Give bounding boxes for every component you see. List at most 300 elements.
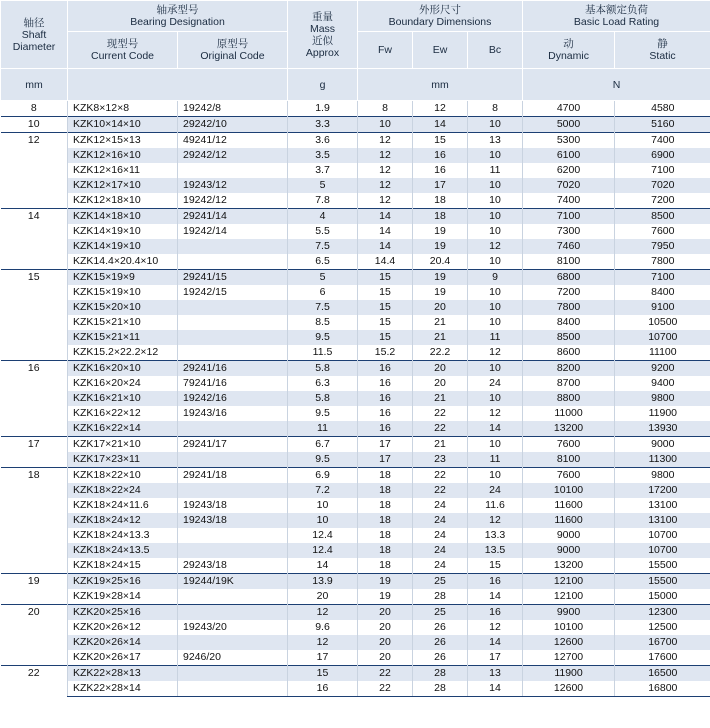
fw-cell: 18 — [358, 498, 413, 513]
dynamic-load-cell: 5000 — [523, 117, 615, 133]
dynamic-load-cell: 7300 — [523, 224, 615, 239]
fw-cell: 14.4 — [358, 254, 413, 270]
current-code-cell: KZK14.4×20.4×10 — [68, 254, 178, 270]
dynamic-load-cell: 9900 — [523, 605, 615, 621]
ew-cell: 19 — [413, 224, 468, 239]
table-row — [1, 361, 710, 377]
static-load-cell: 12500 — [615, 620, 710, 635]
mass-cell: 5 — [288, 270, 358, 286]
fw-cell: 12 — [358, 178, 413, 193]
original-code-cell: 79241/16 — [178, 376, 288, 391]
bc-header: Bc — [468, 32, 523, 69]
boundary-zh-label: 外形尺寸 — [419, 4, 462, 16]
fw-cell: 18 — [358, 528, 413, 543]
bc-cell: 10 — [468, 209, 523, 225]
bc-cell: 10 — [468, 300, 523, 315]
dynamic-load-cell: 10100 — [523, 620, 615, 635]
original-code-cell: 29241/14 — [178, 209, 288, 225]
fw-cell: 18 — [358, 483, 413, 498]
current-code-cell: KZK16×22×12 — [68, 406, 178, 421]
fw-cell: 15 — [358, 300, 413, 315]
dynamic-load-cell: 9000 — [523, 528, 615, 543]
original-code-cell — [178, 421, 288, 437]
dynamic-load-cell: 8100 — [523, 452, 615, 468]
fw-cell: 18 — [358, 468, 413, 484]
static-load-cell: 7200 — [615, 193, 710, 209]
fw-cell: 15 — [358, 330, 413, 345]
shaft-diameter-cell: 8 — [1, 101, 68, 117]
fw-cell: 22 — [358, 681, 413, 697]
shaft-diameter-cell: 22 — [1, 666, 68, 697]
static-load-cell: 15500 — [615, 574, 710, 590]
ew-cell: 23 — [413, 452, 468, 468]
bc-cell: 24 — [468, 376, 523, 391]
ew-cell: 14 — [413, 117, 468, 133]
shaft-diameter-cell: 18 — [1, 468, 68, 574]
ew-cell: 22 — [413, 421, 468, 437]
dynamic-load-cell: 7600 — [523, 468, 615, 484]
mass-cell: 7.8 — [288, 193, 358, 209]
static-zh-label: 静 — [657, 38, 668, 50]
boundary-en-label: Boundary Dimensions — [388, 16, 492, 28]
ew-cell: 22 — [413, 406, 468, 421]
table-row — [1, 589, 710, 605]
mass-cell: 15 — [288, 666, 358, 682]
mass-cell: 11 — [288, 421, 358, 437]
table-row — [1, 239, 710, 254]
static-load-cell: 7600 — [615, 224, 710, 239]
mass-cell: 11.5 — [288, 345, 358, 361]
current-code-cell: KZK14×19×10 — [68, 239, 178, 254]
bc-cell: 10 — [468, 254, 523, 270]
table-row — [1, 209, 710, 225]
original-code-cell — [178, 528, 288, 543]
ew-cell: 24 — [413, 498, 468, 513]
static-load-cell: 16500 — [615, 666, 710, 682]
unit-load-n: N — [523, 69, 710, 101]
dynamic-load-cell: 11600 — [523, 513, 615, 528]
bc-cell: 10 — [468, 285, 523, 300]
shaft-diameter-cell: 20 — [1, 605, 68, 666]
current-code-cell: KZK15.2×22.2×12 — [68, 345, 178, 361]
current-code-cell: KZK18×24×13.3 — [68, 528, 178, 543]
dynamic-load-cell: 7100 — [523, 209, 615, 225]
table-body — [1, 101, 710, 697]
ew-cell: 21 — [413, 315, 468, 330]
static-load-cell: 7020 — [615, 178, 710, 193]
fw-cell: 16 — [358, 421, 413, 437]
bc-cell: 13.5 — [468, 543, 523, 558]
bc-cell: 14 — [468, 589, 523, 605]
bc-cell: 15 — [468, 558, 523, 574]
ew-cell: 22 — [413, 483, 468, 498]
dynamic-load-cell: 8800 — [523, 391, 615, 406]
current-code-cell: KZK12×17×10 — [68, 178, 178, 193]
table-row — [1, 437, 710, 453]
table-row — [1, 558, 710, 574]
ew-cell: 16 — [413, 148, 468, 163]
table-row — [1, 650, 710, 666]
shaft-zh-label: 轴径 — [23, 16, 45, 29]
fw-cell: 17 — [358, 437, 413, 453]
static-load-cell: 12300 — [615, 605, 710, 621]
current-code-cell: KZK16×21×10 — [68, 391, 178, 406]
shaft-diameter-cell: 10 — [1, 117, 68, 133]
current-en-label: Current Code — [90, 50, 155, 62]
mass-cell: 10 — [288, 513, 358, 528]
ew-cell: 28 — [413, 681, 468, 697]
original-code-cell: 29242/12 — [178, 148, 288, 163]
dynamic-load-cell: 8400 — [523, 315, 615, 330]
original-code-cell: 19242/8 — [178, 101, 288, 117]
current-code-cell: KZK12×16×10 — [68, 148, 178, 163]
mass-en-label: Mass — [309, 22, 336, 35]
current-code-cell: KZK15×19×9 — [68, 270, 178, 286]
original-code-cell — [178, 635, 288, 650]
original-code-cell: 19243/18 — [178, 498, 288, 513]
current-code-cell: KZK15×20×10 — [68, 300, 178, 315]
fw-cell: 18 — [358, 543, 413, 558]
bc-cell: 9 — [468, 270, 523, 286]
current-code-cell: KZK15×19×10 — [68, 285, 178, 300]
table-row — [1, 681, 710, 697]
fw-cell: 16 — [358, 361, 413, 377]
dynamic-load-cell: 8100 — [523, 254, 615, 270]
dynamic-load-cell: 8200 — [523, 361, 615, 377]
mass-cell: 20 — [288, 589, 358, 605]
table-row — [1, 254, 710, 270]
mass-cell: 3.7 — [288, 163, 358, 178]
dynamic-load-cell: 9000 — [523, 543, 615, 558]
table-row — [1, 574, 710, 590]
static-load-cell: 10700 — [615, 330, 710, 345]
table-row — [1, 178, 710, 193]
dynamic-load-cell: 12600 — [523, 681, 615, 697]
original-code-cell — [178, 589, 288, 605]
table-row — [1, 635, 710, 650]
static-load-cell: 10500 — [615, 315, 710, 330]
original-code-cell: 29241/16 — [178, 361, 288, 377]
current-code-cell: KZK12×16×11 — [68, 163, 178, 178]
bc-cell: 10 — [468, 315, 523, 330]
dynamic-load-cell: 11000 — [523, 406, 615, 421]
ew-cell: 25 — [413, 605, 468, 621]
static-load-cell: 17600 — [615, 650, 710, 666]
fw-cell: 20 — [358, 650, 413, 666]
original-code-cell: 29241/15 — [178, 270, 288, 286]
original-zh-label: 原型号 — [216, 38, 249, 50]
unit-mass-g: g — [288, 69, 358, 101]
current-code-cell: KZK12×18×10 — [68, 193, 178, 209]
static-load-cell: 17200 — [615, 483, 710, 498]
ew-cell: 28 — [413, 589, 468, 605]
static-load-cell: 11300 — [615, 452, 710, 468]
original-code-cell: 29243/18 — [178, 558, 288, 574]
current-code-cell: KZK15×21×10 — [68, 315, 178, 330]
static-load-cell: 9800 — [615, 468, 710, 484]
fw-cell: 15.2 — [358, 345, 413, 361]
static-load-cell: 16700 — [615, 635, 710, 650]
load-zh-label: 基本额定负荷 — [585, 4, 649, 16]
dynamic-load-cell: 4700 — [523, 101, 615, 117]
bc-cell: 24 — [468, 483, 523, 498]
bc-cell: 10 — [468, 468, 523, 484]
static-load-cell: 9200 — [615, 361, 710, 377]
table-row — [1, 452, 710, 468]
ew-cell: 19 — [413, 239, 468, 254]
ew-cell: 25 — [413, 574, 468, 590]
current-code-cell: KZK19×28×14 — [68, 589, 178, 605]
fw-cell: 10 — [358, 117, 413, 133]
original-code-cell — [178, 163, 288, 178]
approx-en-label: Approx — [305, 46, 340, 59]
table-row — [1, 620, 710, 635]
bc-cell: 12 — [468, 345, 523, 361]
dynamic-load-cell: 8700 — [523, 376, 615, 391]
mass-cell: 7.2 — [288, 483, 358, 498]
ew-header: Ew — [413, 32, 468, 69]
dynamic-load-cell: 7400 — [523, 193, 615, 209]
original-code-cell: 19244/19K — [178, 574, 288, 590]
static-load-cell: 7800 — [615, 254, 710, 270]
fw-cell: 16 — [358, 391, 413, 406]
ew-cell: 16 — [413, 163, 468, 178]
table-row — [1, 163, 710, 178]
table-row — [1, 421, 710, 437]
shaft-diameter-cell: 14 — [1, 209, 68, 270]
original-code-cell — [178, 666, 288, 682]
fw-cell: 14 — [358, 209, 413, 225]
static-load-cell: 9000 — [615, 437, 710, 453]
dynamic-load-cell: 6800 — [523, 270, 615, 286]
mass-cell: 3.5 — [288, 148, 358, 163]
mass-cell: 1.9 — [288, 101, 358, 117]
original-code-cell: 9246/20 — [178, 650, 288, 666]
bc-cell: 10 — [468, 361, 523, 377]
original-code-cell: 19243/18 — [178, 513, 288, 528]
original-code-cell — [178, 315, 288, 330]
original-code-cell: 29241/18 — [178, 468, 288, 484]
mass-cell: 5.8 — [288, 391, 358, 406]
dynamic-header — [523, 32, 615, 69]
table-row — [1, 605, 710, 621]
fw-cell: 15 — [358, 285, 413, 300]
ew-cell: 24 — [413, 528, 468, 543]
table-row — [1, 117, 710, 133]
unit-dimensions-mm: mm — [358, 69, 523, 101]
mass-cell: 12 — [288, 635, 358, 650]
current-code-cell: KZK16×22×14 — [68, 421, 178, 437]
mass-cell: 12.4 — [288, 528, 358, 543]
shaft-en-label: Shaft Diameter — [12, 28, 56, 53]
mass-cell: 17 — [288, 650, 358, 666]
dynamic-load-cell: 7460 — [523, 239, 615, 254]
dynamic-load-cell: 12100 — [523, 574, 615, 590]
fw-cell: 12 — [358, 163, 413, 178]
bc-cell: 11 — [468, 163, 523, 178]
static-load-cell: 11900 — [615, 406, 710, 421]
dynamic-load-cell: 10100 — [523, 483, 615, 498]
dynamic-load-cell: 13200 — [523, 421, 615, 437]
fw-cell: 12 — [358, 133, 413, 149]
dynamic-load-cell: 12700 — [523, 650, 615, 666]
static-load-cell: 7400 — [615, 133, 710, 149]
current-code-cell: KZK22×28×14 — [68, 681, 178, 697]
current-code-cell: KZK18×24×13.5 — [68, 543, 178, 558]
original-code-cell — [178, 543, 288, 558]
table-row — [1, 376, 710, 391]
bc-cell: 13 — [468, 666, 523, 682]
bc-cell: 10 — [468, 178, 523, 193]
original-code-cell: 19242/15 — [178, 285, 288, 300]
original-code-cell — [178, 345, 288, 361]
mass-cell: 10 — [288, 498, 358, 513]
static-load-cell: 9800 — [615, 391, 710, 406]
shaft-diameter-cell: 17 — [1, 437, 68, 468]
current-code-cell: KZK16×20×10 — [68, 361, 178, 377]
mass-cell: 5.5 — [288, 224, 358, 239]
ew-cell: 20 — [413, 376, 468, 391]
table-row — [1, 300, 710, 315]
bc-cell: 10 — [468, 193, 523, 209]
current-code-cell: KZK18×24×12 — [68, 513, 178, 528]
ew-cell: 24 — [413, 543, 468, 558]
ew-cell: 19 — [413, 270, 468, 286]
fw-cell: 12 — [358, 193, 413, 209]
mass-cell: 6.9 — [288, 468, 358, 484]
dynamic-load-cell: 7200 — [523, 285, 615, 300]
dynamic-load-cell: 12100 — [523, 589, 615, 605]
bc-cell: 16 — [468, 574, 523, 590]
original-code-cell — [178, 330, 288, 345]
static-load-cell: 8400 — [615, 285, 710, 300]
current-code-cell: KZK22×28×13 — [68, 666, 178, 682]
dynamic-zh-label: 动 — [563, 38, 574, 50]
ew-cell: 26 — [413, 620, 468, 635]
mass-cell: 6 — [288, 285, 358, 300]
bc-cell: 14 — [468, 681, 523, 697]
fw-cell: 12 — [358, 148, 413, 163]
fw-header: Fw — [358, 32, 413, 69]
dynamic-load-cell: 7600 — [523, 437, 615, 453]
ew-cell: 18 — [413, 209, 468, 225]
fw-cell: 19 — [358, 574, 413, 590]
original-code-cell — [178, 239, 288, 254]
table-row — [1, 543, 710, 558]
table-header — [1, 1, 710, 101]
dynamic-load-cell: 7020 — [523, 178, 615, 193]
unit-designation-blank — [68, 69, 288, 101]
fw-cell: 16 — [358, 406, 413, 421]
table-row — [1, 498, 710, 513]
dynamic-load-cell: 6100 — [523, 148, 615, 163]
table-row — [1, 406, 710, 421]
bearing-designation-header — [68, 1, 288, 32]
fw-cell: 14 — [358, 224, 413, 239]
current-code-cell: KZK8×12×8 — [68, 101, 178, 117]
bc-cell: 11.6 — [468, 498, 523, 513]
ew-cell: 20 — [413, 361, 468, 377]
bc-cell: 13.3 — [468, 528, 523, 543]
bc-cell: 14 — [468, 421, 523, 437]
static-load-cell: 13930 — [615, 421, 710, 437]
current-code-cell: KZK10×14×10 — [68, 117, 178, 133]
fw-cell: 15 — [358, 315, 413, 330]
ew-cell: 21 — [413, 330, 468, 345]
original-code-cell — [178, 681, 288, 697]
ew-cell: 20 — [413, 300, 468, 315]
mass-cell: 9.6 — [288, 620, 358, 635]
mass-cell: 9.5 — [288, 330, 358, 345]
current-code-cell: KZK14×18×10 — [68, 209, 178, 225]
table-row — [1, 224, 710, 239]
static-load-cell: 7100 — [615, 270, 710, 286]
current-code-cell: KZK16×20×24 — [68, 376, 178, 391]
fw-cell: 20 — [358, 620, 413, 635]
static-load-cell: 6900 — [615, 148, 710, 163]
ew-cell: 18 — [413, 193, 468, 209]
fw-cell: 17 — [358, 452, 413, 468]
static-load-cell: 4580 — [615, 101, 710, 117]
bc-cell: 11 — [468, 330, 523, 345]
original-code-cell — [178, 254, 288, 270]
bc-cell: 12 — [468, 620, 523, 635]
mass-cell: 6.5 — [288, 254, 358, 270]
fw-cell: 14 — [358, 239, 413, 254]
dynamic-load-cell: 7800 — [523, 300, 615, 315]
shaft-diameter-cell: 19 — [1, 574, 68, 605]
original-en-label: Original Code — [200, 50, 265, 62]
dynamic-load-cell: 5300 — [523, 133, 615, 149]
static-load-cell: 7100 — [615, 163, 710, 178]
current-code-header — [68, 32, 178, 69]
dynamic-load-cell: 8600 — [523, 345, 615, 361]
dynamic-load-cell: 8500 — [523, 330, 615, 345]
mass-cell: 6.7 — [288, 437, 358, 453]
table-row — [1, 193, 710, 209]
original-code-cell: 19242/14 — [178, 224, 288, 239]
original-code-cell: 19242/16 — [178, 391, 288, 406]
static-load-cell: 11100 — [615, 345, 710, 361]
static-load-cell: 13100 — [615, 498, 710, 513]
static-load-cell: 5160 — [615, 117, 710, 133]
bc-cell: 10 — [468, 437, 523, 453]
current-code-cell: KZK20×26×12 — [68, 620, 178, 635]
original-code-cell — [178, 300, 288, 315]
table-row — [1, 528, 710, 543]
mass-cell: 3.6 — [288, 133, 358, 149]
ew-cell: 26 — [413, 635, 468, 650]
ew-cell: 28 — [413, 666, 468, 682]
table-row — [1, 666, 710, 682]
dynamic-load-cell: 12600 — [523, 635, 615, 650]
mass-cell: 9.5 — [288, 452, 358, 468]
table-row — [1, 270, 710, 286]
shaft-diameter-header — [1, 1, 68, 69]
ew-cell: 21 — [413, 437, 468, 453]
fw-cell: 15 — [358, 270, 413, 286]
static-load-cell: 15000 — [615, 589, 710, 605]
ew-cell: 17 — [413, 178, 468, 193]
table-row — [1, 330, 710, 345]
static-load-cell: 13100 — [615, 513, 710, 528]
mass-cell: 8.5 — [288, 315, 358, 330]
bc-cell: 10 — [468, 391, 523, 406]
current-code-cell: KZK18×24×15 — [68, 558, 178, 574]
current-code-cell: KZK18×22×24 — [68, 483, 178, 498]
load-en-label: Basic Load Rating — [573, 16, 660, 28]
mass-cell: 5 — [288, 178, 358, 193]
